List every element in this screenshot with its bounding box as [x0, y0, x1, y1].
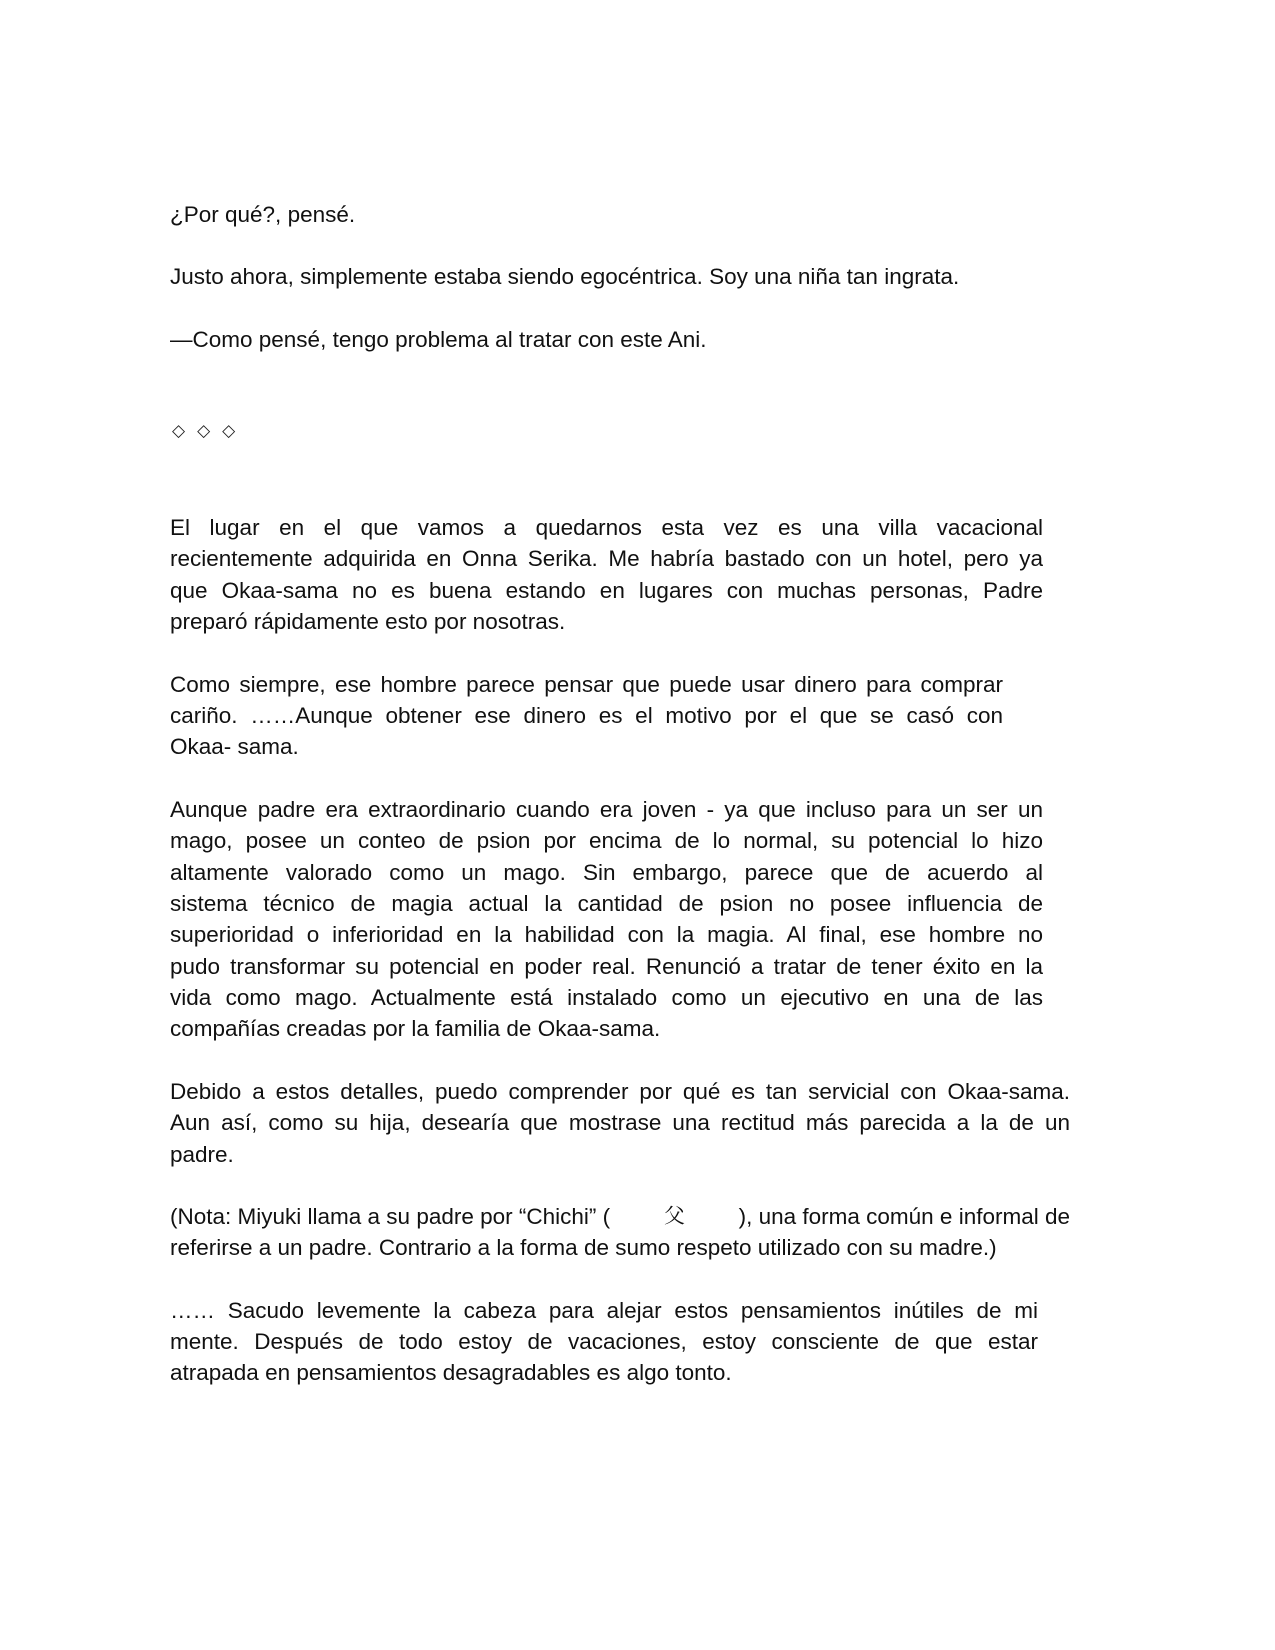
paragraph-line: vida como mago. Actualmente está instalado como un ejecutivo en una de las	[170, 985, 1043, 1010]
paragraph-line: padre.	[170, 1142, 234, 1167]
paragraph-line: atrapada en pensamientos desagradables es algo tonto.	[170, 1360, 732, 1385]
paragraph-line: recientemente adquirida en Onna Serika. Me habría bastado con un hotel, pero ya	[170, 546, 1043, 571]
paragraph-line: preparó rápidamente esto por nosotras.	[170, 609, 566, 634]
paragraph-line: El lugar en el que vamos a quedarnos esta vez es una villa vacacional	[170, 515, 1043, 540]
paragraph-line: Debido a estos detalles, puedo comprender por qué es tan servicial con Okaa-sama.	[170, 1079, 1070, 1104]
note-text-start: (Nota: Miyuki llama a su padre por “Chichi” (	[170, 1204, 611, 1229]
paragraph-line: superioridad o inferioridad en la habilidad con la magia. Al final, ese hombre no	[170, 922, 1043, 947]
paragraph-line: Justo ahora, simplemente estaba siendo egocéntrica. Soy una niña tan ingrata.	[170, 264, 960, 289]
paragraph-line: mago, posee un conteo de psion por encima de lo normal, su potencial lo hizo	[170, 828, 1043, 853]
paragraph-line: cariño. ……Aunque obtener ese dinero es el motivo por el que se casó con	[170, 703, 1003, 728]
note-line	[170, 1201, 1070, 1232]
paragraph-line: Como siempre, ese hombre parece pensar que puede usar dinero para comprar	[170, 672, 1003, 697]
paragraph-line: …… Sacudo levemente la cabeza para alejar estos pensamientos inútiles de mi	[170, 1298, 1038, 1323]
paragraph-line: pudo transformar su potencial en poder real. Renunció a tratar de tener éxito en la	[170, 954, 1043, 979]
paragraph-line: —Como pensé, tengo problema al tratar con este Ani.	[170, 327, 707, 352]
kanji-chichi: 父	[663, 1204, 685, 1228]
note-text-end: ), una forma común e informal de	[738, 1204, 1070, 1229]
paragraph-line: compañías creadas por la familia de Okaa-sama.	[170, 1016, 661, 1041]
diamond-icon: ◇	[222, 421, 236, 441]
paragraph-line: ¿Por qué?, pensé.	[170, 202, 356, 227]
diamond-icon: ◇	[172, 421, 186, 441]
section-separator	[172, 421, 235, 441]
paragraph-line: altamente valorado como un mago. Sin embargo, parece que de acuerdo al	[170, 860, 1043, 885]
paragraph-line: Okaa- sama.	[170, 734, 299, 759]
paragraph-line: referirse a un padre. Contrario a la forma de sumo respeto utilizado con su madre.)	[170, 1235, 997, 1260]
diamond-icon: ◇	[197, 421, 211, 441]
paragraph-line: que Okaa-sama no es buena estando en lugares con muchas personas, Padre	[170, 578, 1043, 603]
paragraph-line: mente. Después de todo estoy de vacaciones, estoy consciente de que estar	[170, 1329, 1038, 1354]
paragraph-line: Aun así, como su hija, desearía que mostrase una rectitud más parecida a la de un	[170, 1110, 1070, 1135]
paragraph-line: sistema técnico de magia actual la cantidad de psion no posee influencia de	[170, 891, 1043, 916]
paragraph-line: Aunque padre era extraordinario cuando era joven - ya que incluso para un ser un	[170, 797, 1043, 822]
